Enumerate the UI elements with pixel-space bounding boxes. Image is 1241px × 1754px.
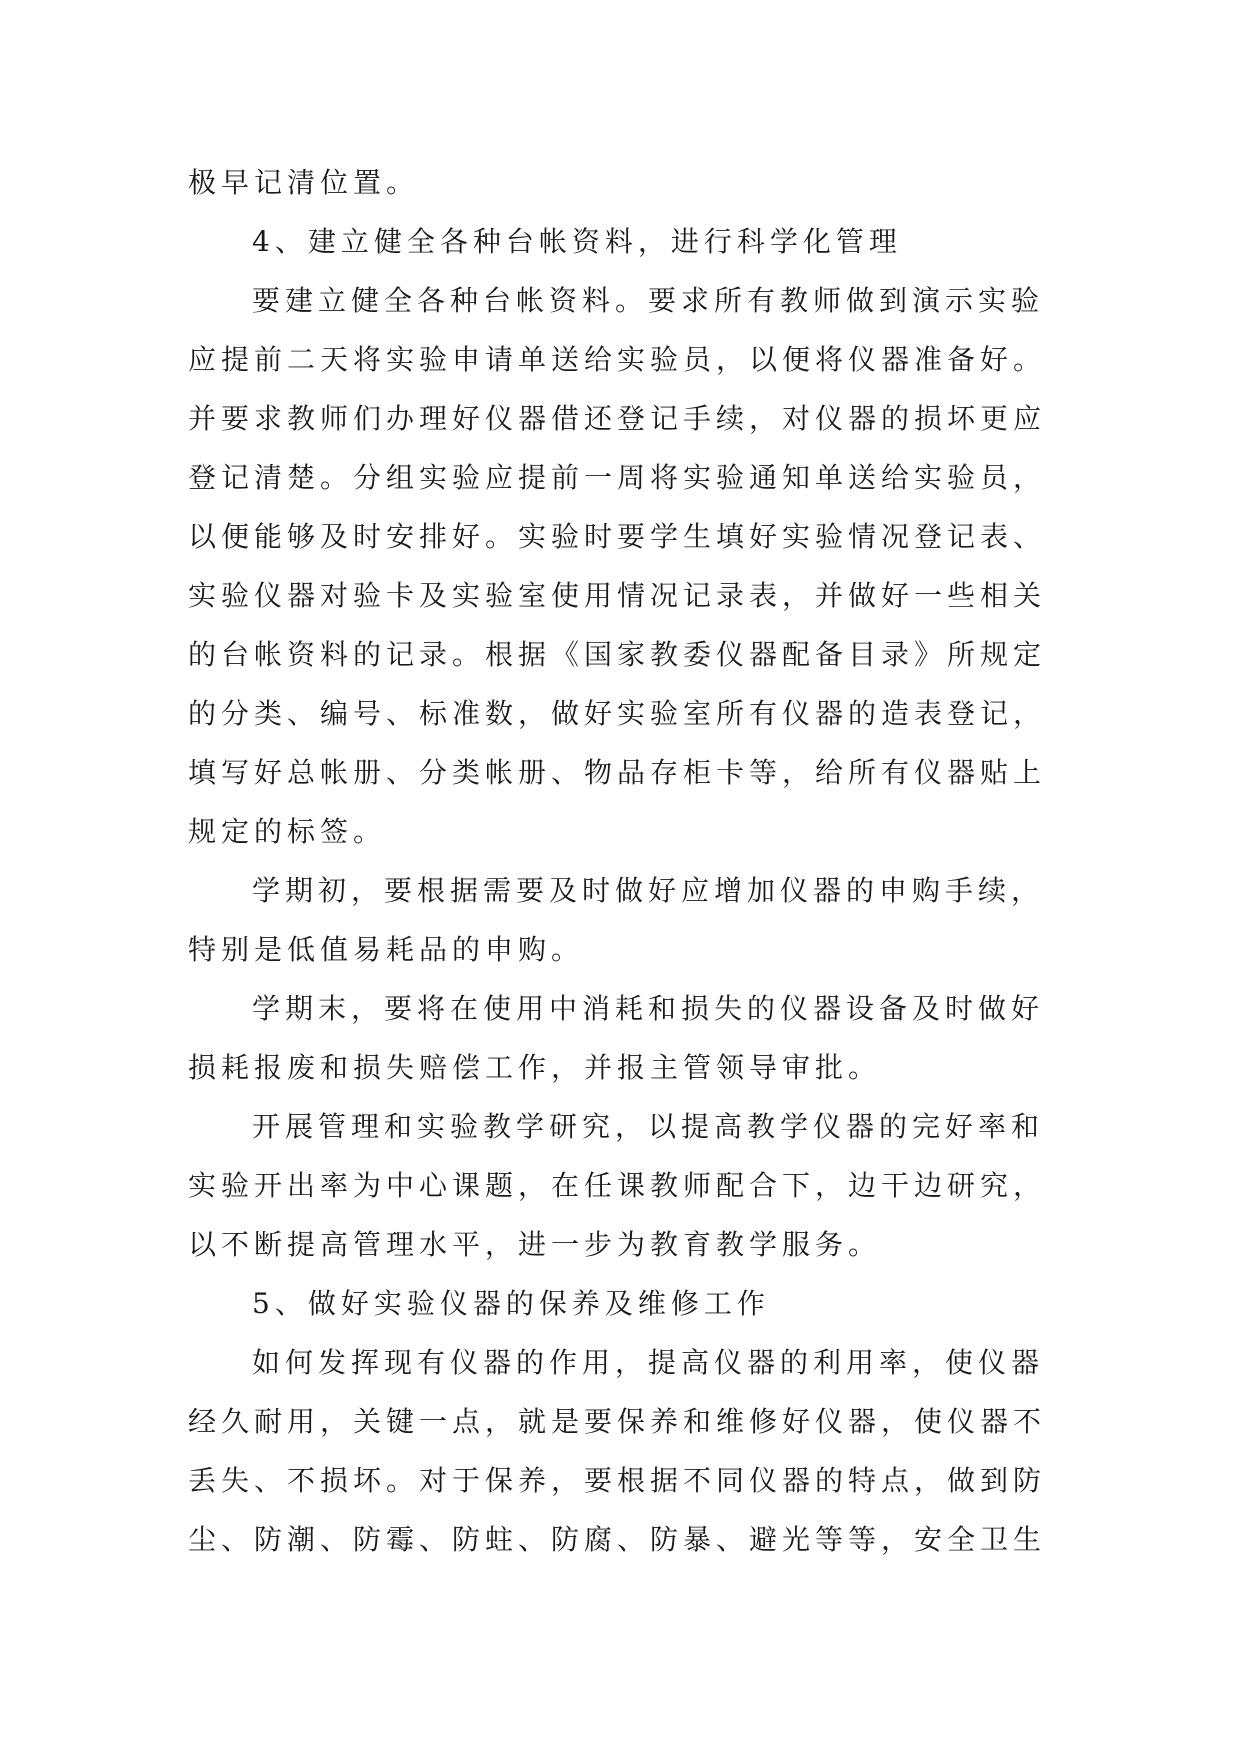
text-line: 应提前二天将实验申请单送给实验员，以便将仪器准备好。	[188, 343, 1047, 376]
text-line: 规定的标签。	[188, 815, 387, 848]
text-line: 并要求教师们办理好仪器借还登记手续，对仪器的损坏更应	[188, 402, 1047, 435]
text-line: 实验仪器对验卡及实验室使用情况记录表，并做好一些相关	[188, 579, 1047, 612]
text-line: 以不断提高管理水平，进一步为教育教学服务。	[188, 1228, 882, 1261]
text-line: 要建立健全各种台帐资料。要求所有教师做到演示实验	[252, 284, 1045, 317]
text-line: 尘、防潮、防霉、防蛀、防腐、防暴、避光等等，安全卫生	[188, 1523, 1047, 1556]
section-heading-4: 4、建立健全各种台帐资料，进行科学化管理	[252, 225, 902, 258]
text-line: 实验开出率为中心课题，在任课教师配合下，边干边研究，	[188, 1169, 1047, 1202]
text-line: 丢失、不损坏。对于保养，要根据不同仪器的特点，做到防	[188, 1464, 1047, 1497]
text-line: 填写好总帐册、分类帐册、物品存柜卡等，给所有仪器贴上	[188, 756, 1047, 789]
text-line: 学期末，要将在使用中消耗和损失的仪器设备及时做好	[252, 992, 1045, 1025]
section-heading-5: 5、做好实验仪器的保养及维修工作	[252, 1287, 770, 1320]
text-line: 登记清楚。分组实验应提前一周将实验通知单送给实验员，	[188, 461, 1047, 494]
text-line: 损耗报废和损失赔偿工作，并报主管领导审批。	[188, 1051, 882, 1084]
text-line: 的分类、编号、标准数，做好实验室所有仪器的造表登记，	[188, 697, 1047, 730]
text-line: 经久耐用，关键一点，就是要保养和维修好仪器，使仪器不	[188, 1405, 1047, 1438]
document-body	[188, 153, 1058, 1569]
text-line: 特别是低值易耗品的申购。	[188, 933, 585, 966]
text-line: 如何发挥现有仪器的作用，提高仪器的利用率，使仪器	[252, 1346, 1045, 1379]
text-line: 开展管理和实验教学研究，以提高教学仪器的完好率和	[252, 1110, 1045, 1143]
text-line: 极早记清位置。	[188, 166, 420, 199]
text-line: 学期初，要根据需要及时做好应增加仪器的申购手续，	[252, 874, 1045, 907]
text-line: 的台帐资料的记录。根据《国家教委仪器配备目录》所规定	[188, 638, 1047, 671]
text-line: 以便能够及时安排好。实验时要学生填好实验情况登记表、	[188, 520, 1047, 553]
